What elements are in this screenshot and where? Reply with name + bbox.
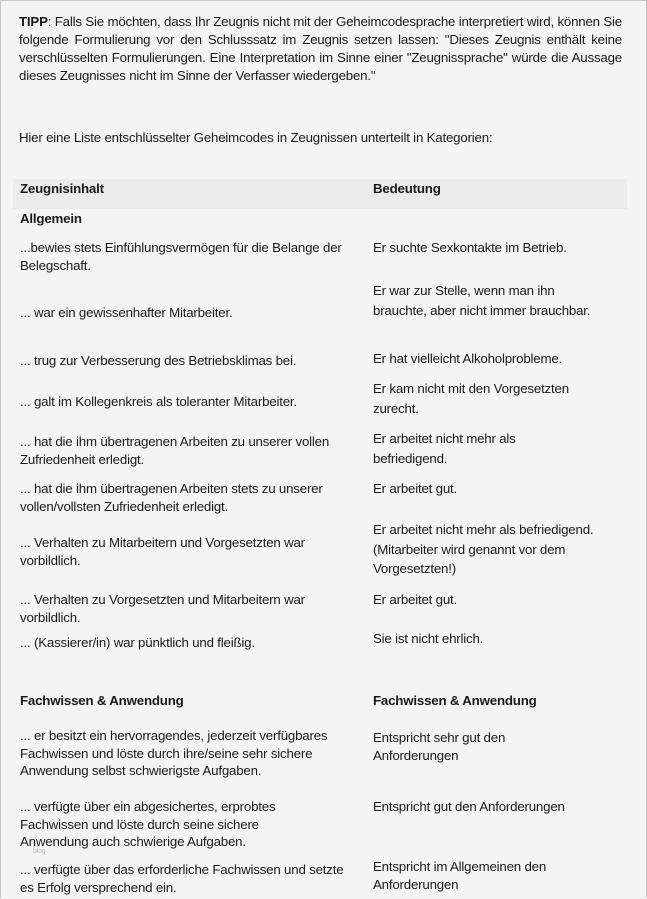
- table-row-cell-left: ... er besitzt ein hervorragendes, jederzeit verfügbares Fachwissen und löste durch ihre/seine sehr sichere Anwendung selbst schwierigste Aufgaben.: [20, 728, 328, 778]
- list-intro: Hier eine Liste entschlüsselter Geheimcodes in Zeugnissen unterteilt in Kategorien:: [19, 130, 493, 145]
- table-row-cell-right: Entspricht im Allgemeinen den Anforderungen: [373, 859, 547, 892]
- tip-label: TIPP: [19, 14, 48, 29]
- table-row-cell-left: ... verfügte über das erforderliche Fachwissen und setzte es Erfolg versprechend ein.: [20, 862, 344, 895]
- table-row-cell-left: ... verfügte über ein abgesichertes, erprobtes Fachwissen und löste durch seine sichere Anwendung auch schwierige Aufgaben.: [20, 799, 276, 849]
- section-title-fachwissen: Fachwissen & Anwendung: [20, 693, 184, 708]
- tip-text: : Falls Sie möchten, dass Ihr Zeugnis nicht mit der Geheimcodesprache interpretiert wird, können Sie folgende Formulierung vor den Schlusssatz im Zeugnis setzen lassen: "Dieses Zeugnis enthält keine verschlüsselten Formulierungen. Eine Interpretation im Sinne einer "Zeugnissprache" würde die Aussage dieses Zeugnisses nicht im Sinne der Verfasser wiedergeben.": [19, 14, 622, 83]
- table-row-cell-right: Entspricht gut den Anforderungen: [373, 799, 565, 814]
- table-row-cell-right: Entspricht sehr gut den Anforderungen: [373, 730, 506, 763]
- section-title-allgemein: Allgemein: [20, 211, 82, 226]
- table-row-cell-left: ... galt im Kollegenkreis als toleranter Mitarbeiter.: [20, 394, 297, 409]
- table-row-cell-right: Er hat vielleicht Alkoholprobleme.: [373, 351, 563, 366]
- table-row-cell-right: Er arbeitet nicht mehr als befriedigend. (Mitarbeiter wird genannt vor dem Vorgesetzten!): [373, 522, 594, 576]
- table-row-cell-left: ... Verhalten zu Mitarbeitern und Vorgesetzten war vorbildlich.: [20, 535, 305, 568]
- table-row-cell-left: ... trug zur Verbesserung des Betriebsklimas bei.: [20, 353, 297, 368]
- section-title-fachwissen-right: Fachwissen & Anwendung: [373, 693, 537, 708]
- table-row-cell-right: Er arbeitet nicht mehr als befriedigend.: [373, 431, 516, 466]
- table-row-cell-right: Er war zur Stelle, wenn man ihn brauchte, aber nicht immer brauchbar.: [373, 283, 591, 318]
- tip-paragraph: [19, 13, 622, 85]
- table-row-cell-left: ... hat die ihm übertragenen Arbeiten stets zu unserer vollen/vollsten Zufriedenheit erledigt.: [20, 481, 323, 514]
- watermark: blog: [33, 848, 46, 855]
- table-row-cell-right: Sie ist nicht ehrlich.: [373, 631, 484, 646]
- header-zeugnisinhalt: Zeugnisinhalt: [20, 181, 104, 196]
- header-bedeutung: Bedeutung: [373, 181, 441, 196]
- table-row-cell-right: Er suchte Sexkontakte im Betrieb.: [373, 240, 567, 255]
- table-row-cell-left: ... hat die ihm übertragenen Arbeiten zu unserer vollen Zufriedenheit erledigt.: [20, 434, 330, 467]
- table-row-cell-left: ... (Kassierer/in) war pünktlich und fleißig.: [20, 635, 255, 650]
- table-row-cell-left: ... war ein gewissenhafter Mitarbeiter.: [20, 305, 233, 320]
- table-row-cell-right: Er arbeitet gut.: [373, 481, 458, 496]
- table-row-cell-left: ...bewies stets Einfühlungsvermögen für die Belange der Belegschaft.: [20, 240, 342, 273]
- table-row-cell-right: Er arbeitet gut.: [373, 592, 458, 607]
- table-row-cell-left: ... Verhalten zu Vorgesetzten und Mitarbeitern war vorbildlich.: [20, 592, 305, 625]
- table-row-cell-right: Er kam nicht mit den Vorgesetzten zurecht.: [373, 381, 569, 416]
